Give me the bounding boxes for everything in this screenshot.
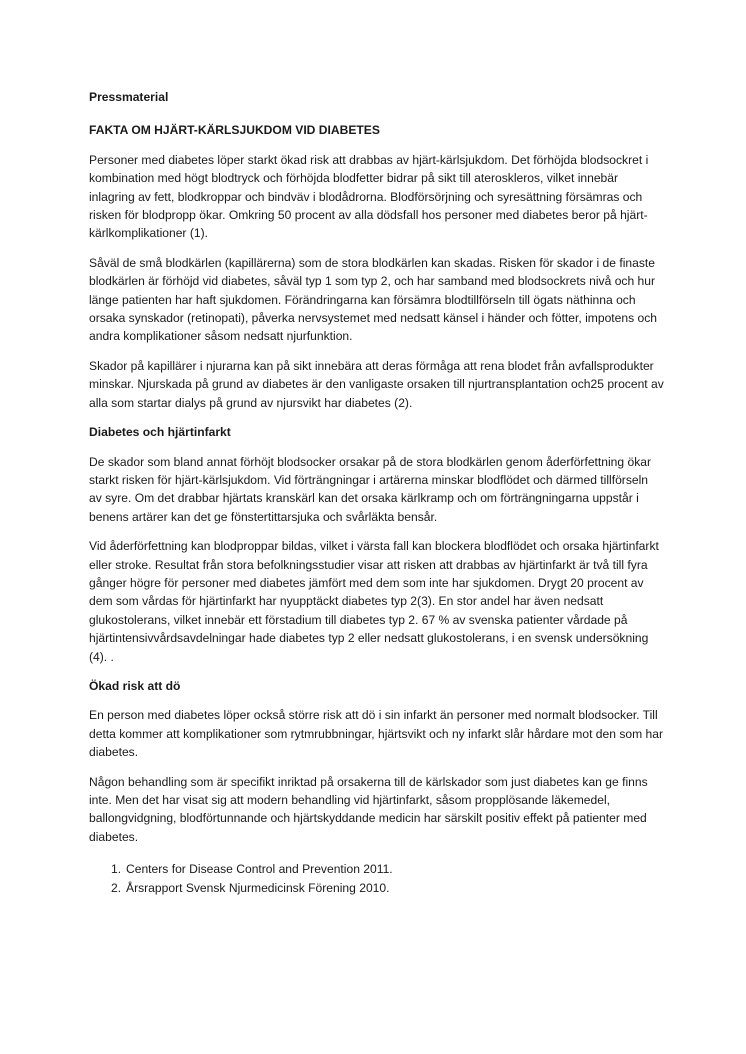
- reference-text: Centers for Disease Control and Prevention 2011.: [126, 862, 393, 877]
- section-paragraph: En person med diabetes löper också större risk att dö i sin infarkt än personer med normalt blodsocker. Till detta kommer att komplikationer som rytmrubbningar, hjärtsvikt och ny infarkt slår hårdare mot den som har diabetes.: [89, 708, 664, 760]
- reference-number: 2.: [111, 880, 122, 895]
- intro-paragraph: Personer med diabetes löper starkt ökad risk att drabbas av hjärt-kärlsjukdom. Det förhöjda blodsockret i kombination med högt blodtryck och förhöjda blodfetter bidrar på sikt till ateroskleros, vilket innebär inlagring av fett, blodkroppar och bindväv i blodådrorna. Blodförsörjning och syresättning försämras och risken för blodpropp ökar. Omkring 50 procent av alla dödsfall hos personer med diabetes beror på hjärt-kärlkomplikationer (1).: [89, 152, 649, 241]
- intro-paragraph: Skador på kapillärer i njurarna kan på sikt innebära att deras förmåga att rena blodet från avfallsprodukter minskar. Njurskada på grund av diabetes är den vanligaste orsaken till njurtransplantation och25 procent av alla som startar dialys på grund av njursvikt har diabetes (2).: [89, 358, 664, 410]
- reference-list: [89, 860, 664, 897]
- press-label: Pressmaterial: [89, 90, 169, 104]
- reference-number: 1.: [111, 862, 122, 877]
- section-heading-heart-attack: Diabetes och hjärtinfarkt: [89, 425, 231, 440]
- page-title: FAKTA OM HJÄRT-KÄRLSJUKDOM VID DIABETES: [89, 123, 380, 138]
- reference-item: [89, 860, 664, 878]
- section-paragraph: De skador som bland annat förhöjt blodsocker orsakar på de stora blodkärlen genom åderförfettning ökar starkt risken för hjärt-kärlsjukdom. Vid förträngningar i artärerna minskar blodflödet och därmed tillförseln av syre. Om det drabbar hjärtats kranskärl kan det orsaka kärlkramp och om förträngningarna uppstår i benens artärer kan det ge fönstertittarsjuka och svårläkta bensår.: [89, 454, 652, 524]
- section-paragraph: Vid åderförfettning kan blodproppar bildas, vilket i värsta fall kan blockera blodflödet och orsaka hjärtinfarkt eller stroke. Resultat från stora befolkningsstudier visar att risken att drabbas av hjärtinfarkt är två till fyra gånger högre för personer med diabetes jämfört med dem som inte har sjukdomen. Drygt 20 procent av dem som vårdas för hjärtinfarkt har nyupptäckt diabetes typ 2(3). En stor andel har även nedsatt glukostolerans, vilket innebär ett förstadium till diabetes typ 2. 67 % av svenska patienter vårdade på hjärtintensivvårdsavdelningar hade diabetes typ 2 eller nedsatt glukostolerans, i en svensk undersökning (4). .: [89, 539, 659, 664]
- reference-text: Årsrapport Svensk Njurmedicinsk Förening 2010.: [126, 880, 390, 895]
- document-page: [89, 88, 664, 897]
- section-heading-death-risk: Ökad risk att dö: [89, 678, 181, 693]
- intro-paragraph: Såväl de små blodkärlen (kapillärerna) som de stora blodkärlen kan skadas. Risken för skador i de finaste blodkärlen är förhöjd vid diabetes, såväl typ 1 som typ 2, och har samband med blodsockrets nivå och hur länge patienten har haft sjukdomen. Förändringarna kan försämra blodtillförseln till ögats näthinna och orsaka synskador (retinopati), påverka nervsystemet med nedsatt känsel i händer och fötter, impotens och andra komplikationer såsom nedsatt njurfunktion.: [89, 255, 658, 344]
- section-paragraph: Någon behandling som är specifikt inriktad på orsakerna till de kärlskador som just diabetes kan ge finns inte. Men det har visat sig att modern behandling vid hjärtinfarkt, såsom propplösande läkemedel, ballongvidgning, blodförtunnande och hjärtskyddande medicin har särskilt positiv effekt på patienter med diabetes.: [89, 774, 648, 844]
- reference-item: [89, 879, 664, 897]
